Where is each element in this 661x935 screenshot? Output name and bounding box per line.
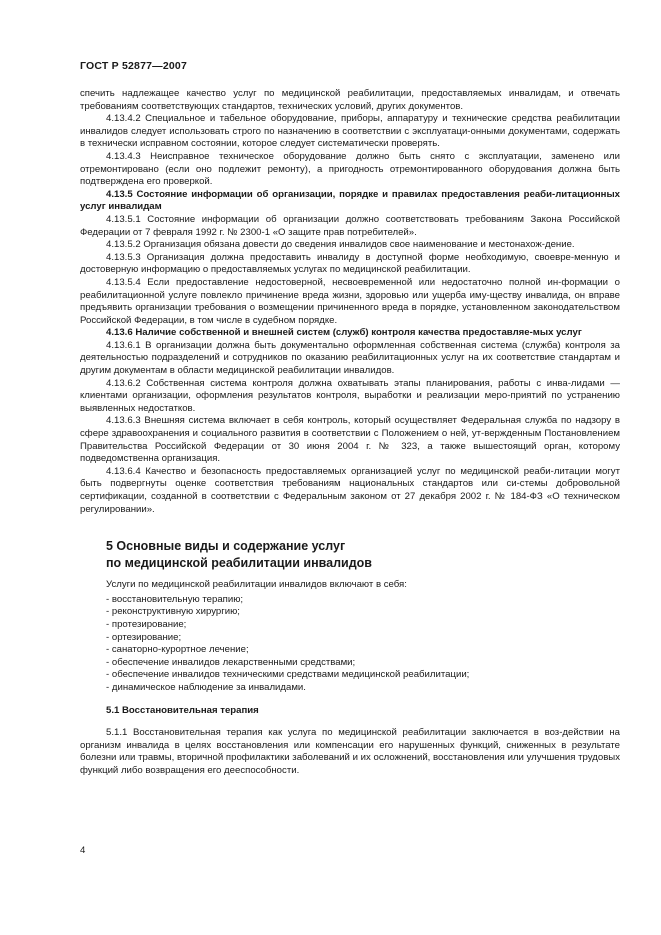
- subsection-5-1-title: 5.1 Восстановительная терапия: [106, 704, 259, 716]
- paragraph: 4.13.6.2 Собственная система контроля должна охватывать этапы планирования, работы с инва-лидами — клиентами организации, оформления результатов контроля, выработки и реализации меро-приятий по устранению выявленных недостатков.: [80, 377, 620, 414]
- paragraph: 4.13.5.4 Если предоставление недостоверной, несвоевременной или недостаточно полной ин-формации о реабилитационной услуге повлекло причинение вреда жизни, здоровью или ущерба иму-ществу инвалида, он вправе предъявить организации требования о возмещении причиненного вреда в порядке, установленном законодательством Российской Федерации, в том числе в судебном порядке.: [80, 276, 620, 326]
- paragraph: 4.13.6.1 В организации должна быть документально оформленная собственная система (служба) контроля за деятельностью подразделений и сотрудников по оказанию реабилитационных услуг на их соответствие стандартам и другим документам в области медицинской реабилитации инвалидов.: [80, 339, 620, 377]
- list-item: - обеспечение инвалидов лекарственными средствами;: [106, 657, 620, 670]
- paragraph: 4.13.6.3 Внешняя система включает в себя контроль, который осуществляет Федеральная служба по надзору в сфере здравоохранения и социального развития в соответствии с Положением о ней, ут-вержденным Постановлением Правительства Российской Федерации от 30 июня 2004 г. № 323, а также вышестоящий орган, которому подведомственна организация.: [80, 415, 620, 465]
- list-item: - обеспечение инвалидов техническими средствами медицинской реабилитации;: [106, 669, 620, 682]
- list-item: - протезирование;: [106, 619, 620, 632]
- document-header: ГОСТ Р 52877—2007: [80, 60, 188, 72]
- page-number: 4: [80, 845, 86, 856]
- list-item: - динамическое наблюдение за инвалидами.: [106, 682, 620, 695]
- paragraph: спечить надлежащее качество услуг по медицинской реабилитации, предоставляемых инвалидам, и отвечать требованиям соответствующих стандартов, технических условий, других документов.: [80, 88, 620, 112]
- list-item: - ортезирование;: [106, 632, 620, 645]
- paragraph: 5.1.1 Восстановительная терапия как услуга по медицинской реабилитации заключается в воз-действии на организм инвалида в целях восстановления или компенсации его нарушенных функций, сниженных в результате болезни или травмы, вторичной профилактики заболеваний и их осложнений, восстановления или улучшения трудовых функций либо возвращения его дееспособности.: [80, 727, 620, 776]
- clause-heading: 4.13.6 Наличие собственной и внешней систем (служб) контроля качества предоставляе-мых услуг: [106, 327, 582, 339]
- list-intro: Услуги по медицинской реабилитации инвалидов включают в себя:: [106, 579, 407, 591]
- document-body: [80, 88, 620, 778]
- clause-heading: 4.13.5 Состояние информации об организации, порядке и правилах предоставления реаби-литационных услуг инвалидам: [80, 188, 620, 213]
- section-title-line: 5 Основные виды и содержание услуг: [106, 539, 346, 554]
- paragraph: 4.13.6.4 Качество и безопасность предоставляемых организацией услуг по медицинской реаби-литации могут быть подвергнуты оценке соответствия требованиям национальных стандартов или си-стемы добровольной сертификации, созданной в соответствии с Федеральным законом от 27 декабря 2002 г. № 184-ФЗ «О техническом регулировании».: [80, 465, 620, 515]
- paragraph: 4.13.4.3 Неисправное техническое оборудование должно быть снято с эксплуатации, заменено или отремонтировано (если оно подлежит ремонту), а пригодность отремонтированного оборудования должна быть подтверждена его проверкой.: [80, 150, 620, 188]
- section-5-title: [106, 538, 620, 571]
- paragraph: 4.13.5.2 Организация обязана довести до сведения инвалидов свое наименование и местонахож-дение.: [106, 239, 575, 251]
- list-item: - реконструктивную хирургию;: [106, 606, 620, 619]
- list-item: - санаторно-курортное лечение;: [106, 644, 620, 657]
- list-item: - восстановительную терапию;: [106, 594, 620, 607]
- services-list: [80, 594, 620, 695]
- paragraph: 4.13.5.3 Организация должна предоставить инвалиду в доступной форме необходимую, своевре-менную и достоверную информацию о предоставляемых услугах по медицинской реабилитации.: [80, 251, 620, 276]
- paragraph: 4.13.4.2 Специальное и табельное оборудование, приборы, аппаратуру и технические средства реабилитации инвалидов следует использовать строго по назначению в соответствии с эксплуатаци-онными документами, содержать в технически исправном состоянии, которое следует систематически проверять.: [80, 113, 620, 150]
- paragraph: 4.13.5.1 Состояние информации об организации должно соответствовать требованиям Закона Российской Федерации от 7 февраля 1992 г. № 2300-1 «О защите прав потребителей».: [80, 213, 620, 238]
- section-title-line: по медицинской реабилитации инвалидов: [106, 555, 372, 570]
